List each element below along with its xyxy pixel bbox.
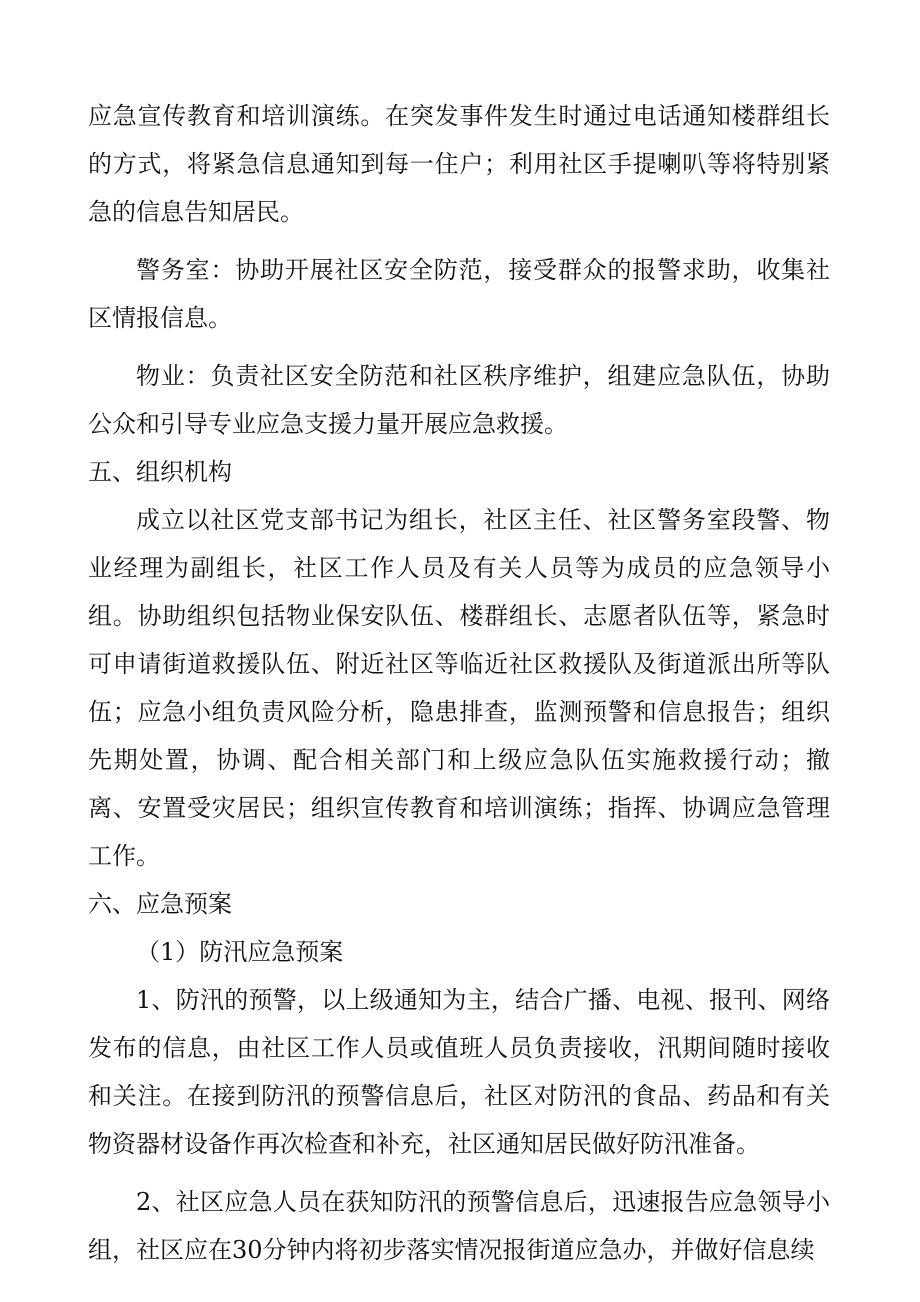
- paragraph-notification-duty: 应急宣传教育和培训演练。在突发事件发生时通过电话通知楼群组长的方式，将紧急信息通知到每一住户；利用社区手提喇叭等将特别紧急的信息告知居民。: [88, 102, 830, 226]
- section-heading-emergency-plan: 六、应急预案: [88, 890, 232, 918]
- document-page: [88, 92, 830, 1274]
- subheading-flood-plan: （1）防汛应急预案: [136, 938, 344, 966]
- paragraph-organization: 成立以社区党支部书记为组长，社区主任、社区警务室段警、物业经理为副组长，社区工作人员及有关人员等为成员的应急领导小组。协助组织包括物业保安队伍、楼群组长、志愿者队伍等，紧急时可申请街道救援队伍、附近社区等临近社区救援队及街道派出所等队伍；应急小组负责风险分析，隐患排查，监测预警和信息报告；组织先期处置，协调、配合相关部门和上级应急队伍实施救援行动；撤离、安置受灾居民；组织宣传教育和培训演练；指挥、协调应急管理工作。: [88, 506, 830, 870]
- section-heading-organization: 五、组织机构: [88, 458, 232, 486]
- paragraph-police-office: 警务室：协助开展社区安全防范，接受群众的报警求助，收集社区情报信息。: [88, 256, 830, 332]
- paragraph-flood-warning: 1、防汛的预警，以上级通知为主，结合广播、电视、报刊、网络发布的信息，由社区工作人员或值班人员负责接收，汛期间随时接收和关注。在接到防汛的预警信息后，社区对防汛的食品、药品和有关物资器材设备作再次检查和补充，社区通知居民做好防汛准备。: [88, 986, 830, 1158]
- paragraph-property-management: 物业：负责社区安全防范和社区秩序维护，组建应急队伍，协助公众和引导专业应急支援力量开展应急救援。: [88, 362, 830, 438]
- paragraph-flood-response: 2、社区应急人员在获知防汛的预警信息后，迅速报告应急领导小组，社区应在30分钟内将初步落实情况报街道应急办，并做好信息续: [88, 1188, 830, 1264]
